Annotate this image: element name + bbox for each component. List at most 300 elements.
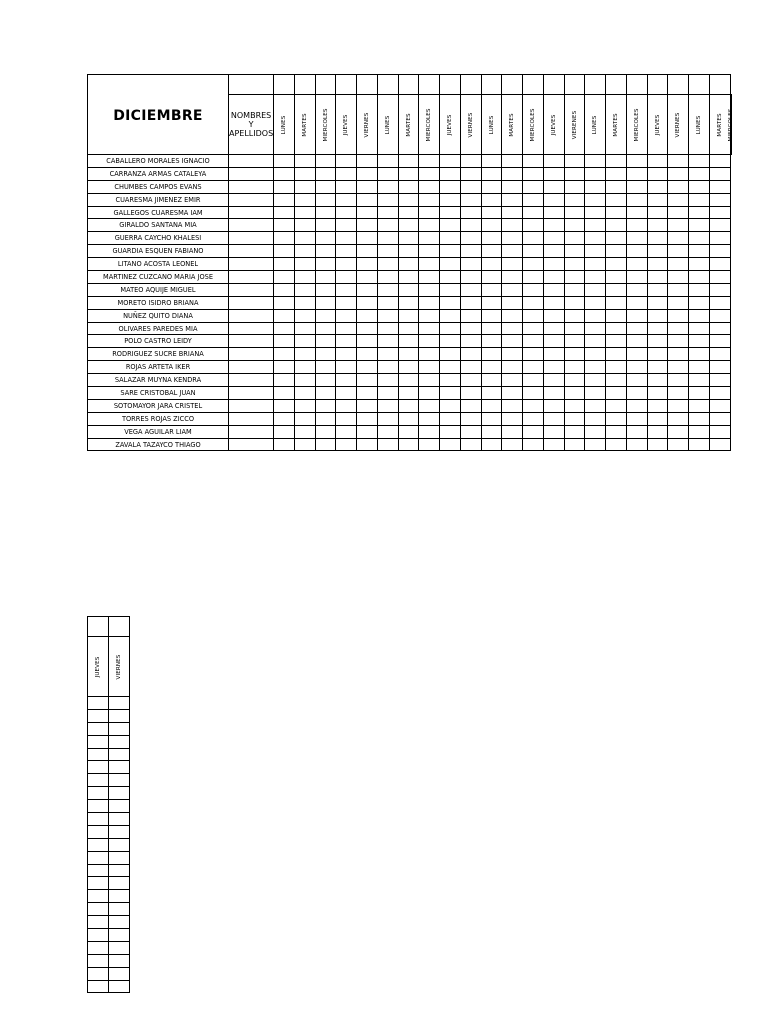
attendance-cell[interactable] bbox=[315, 193, 336, 206]
attendance-cell[interactable] bbox=[274, 335, 295, 348]
attendance-cell[interactable] bbox=[336, 219, 357, 232]
attendance-cell[interactable] bbox=[689, 258, 710, 271]
attendance-cell[interactable] bbox=[585, 180, 606, 193]
attendance-cell[interactable] bbox=[564, 258, 585, 271]
attendance-cell[interactable] bbox=[109, 967, 130, 980]
attendance-cell[interactable] bbox=[419, 361, 440, 374]
attendance-cell[interactable] bbox=[543, 348, 564, 361]
attendance-cell[interactable] bbox=[419, 245, 440, 258]
attendance-cell[interactable] bbox=[502, 335, 523, 348]
attendance-cell[interactable] bbox=[523, 438, 544, 451]
attendance-cell[interactable] bbox=[357, 335, 378, 348]
attendance-cell[interactable] bbox=[502, 219, 523, 232]
attendance-cell[interactable] bbox=[229, 167, 274, 180]
attendance-cell[interactable] bbox=[88, 800, 109, 813]
attendance-cell[interactable] bbox=[229, 258, 274, 271]
attendance-cell[interactable] bbox=[585, 193, 606, 206]
attendance-cell[interactable] bbox=[709, 219, 730, 232]
attendance-cell[interactable] bbox=[481, 155, 502, 168]
attendance-cell[interactable] bbox=[109, 709, 130, 722]
attendance-cell[interactable] bbox=[315, 387, 336, 400]
attendance-cell[interactable] bbox=[647, 219, 668, 232]
attendance-cell[interactable] bbox=[398, 245, 419, 258]
attendance-cell[interactable] bbox=[481, 180, 502, 193]
attendance-cell[interactable] bbox=[315, 258, 336, 271]
attendance-cell[interactable] bbox=[229, 180, 274, 193]
attendance-cell[interactable] bbox=[440, 258, 461, 271]
attendance-cell[interactable] bbox=[109, 800, 130, 813]
attendance-cell[interactable] bbox=[668, 245, 689, 258]
attendance-cell[interactable] bbox=[357, 245, 378, 258]
attendance-cell[interactable] bbox=[336, 206, 357, 219]
attendance-cell[interactable] bbox=[606, 219, 627, 232]
attendance-cell[interactable] bbox=[377, 258, 398, 271]
attendance-cell[interactable] bbox=[336, 296, 357, 309]
attendance-cell[interactable] bbox=[689, 232, 710, 245]
attendance-cell[interactable] bbox=[668, 271, 689, 284]
attendance-cell[interactable] bbox=[626, 167, 647, 180]
attendance-cell[interactable] bbox=[523, 283, 544, 296]
attendance-cell[interactable] bbox=[585, 412, 606, 425]
attendance-cell[interactable] bbox=[689, 167, 710, 180]
attendance-cell[interactable] bbox=[229, 361, 274, 374]
attendance-cell[interactable] bbox=[398, 309, 419, 322]
attendance-cell[interactable] bbox=[585, 322, 606, 335]
attendance-cell[interactable] bbox=[543, 438, 564, 451]
attendance-cell[interactable] bbox=[689, 193, 710, 206]
attendance-cell[interactable] bbox=[357, 271, 378, 284]
attendance-cell[interactable] bbox=[564, 271, 585, 284]
attendance-cell[interactable] bbox=[523, 258, 544, 271]
attendance-cell[interactable] bbox=[88, 851, 109, 864]
attendance-cell[interactable] bbox=[229, 412, 274, 425]
attendance-cell[interactable] bbox=[398, 258, 419, 271]
attendance-cell[interactable] bbox=[668, 155, 689, 168]
attendance-cell[interactable] bbox=[502, 309, 523, 322]
attendance-cell[interactable] bbox=[668, 232, 689, 245]
attendance-cell[interactable] bbox=[523, 180, 544, 193]
attendance-cell[interactable] bbox=[109, 748, 130, 761]
attendance-cell[interactable] bbox=[109, 735, 130, 748]
attendance-cell[interactable] bbox=[377, 283, 398, 296]
attendance-cell[interactable] bbox=[460, 374, 481, 387]
attendance-cell[interactable] bbox=[709, 167, 730, 180]
attendance-cell[interactable] bbox=[647, 271, 668, 284]
attendance-cell[interactable] bbox=[668, 438, 689, 451]
attendance-cell[interactable] bbox=[398, 283, 419, 296]
attendance-cell[interactable] bbox=[585, 206, 606, 219]
attendance-cell[interactable] bbox=[689, 206, 710, 219]
attendance-cell[interactable] bbox=[294, 361, 315, 374]
attendance-cell[interactable] bbox=[564, 232, 585, 245]
attendance-cell[interactable] bbox=[647, 232, 668, 245]
attendance-cell[interactable] bbox=[647, 167, 668, 180]
attendance-cell[interactable] bbox=[419, 180, 440, 193]
attendance-cell[interactable] bbox=[274, 322, 295, 335]
attendance-cell[interactable] bbox=[523, 322, 544, 335]
attendance-cell[interactable] bbox=[668, 387, 689, 400]
attendance-cell[interactable] bbox=[668, 412, 689, 425]
attendance-cell[interactable] bbox=[315, 219, 336, 232]
attendance-cell[interactable] bbox=[274, 374, 295, 387]
attendance-cell[interactable] bbox=[294, 296, 315, 309]
attendance-cell[interactable] bbox=[543, 155, 564, 168]
attendance-cell[interactable] bbox=[460, 271, 481, 284]
attendance-cell[interactable] bbox=[502, 271, 523, 284]
attendance-cell[interactable] bbox=[481, 271, 502, 284]
attendance-cell[interactable] bbox=[440, 180, 461, 193]
attendance-cell[interactable] bbox=[229, 219, 274, 232]
attendance-cell[interactable] bbox=[460, 335, 481, 348]
attendance-cell[interactable] bbox=[481, 206, 502, 219]
attendance-cell[interactable] bbox=[626, 206, 647, 219]
attendance-cell[interactable] bbox=[336, 167, 357, 180]
attendance-cell[interactable] bbox=[585, 425, 606, 438]
attendance-cell[interactable] bbox=[460, 296, 481, 309]
attendance-cell[interactable] bbox=[668, 180, 689, 193]
attendance-cell[interactable] bbox=[606, 335, 627, 348]
attendance-cell[interactable] bbox=[606, 155, 627, 168]
attendance-cell[interactable] bbox=[460, 219, 481, 232]
attendance-cell[interactable] bbox=[294, 399, 315, 412]
attendance-cell[interactable] bbox=[88, 697, 109, 710]
attendance-cell[interactable] bbox=[398, 206, 419, 219]
attendance-cell[interactable] bbox=[88, 864, 109, 877]
attendance-cell[interactable] bbox=[419, 309, 440, 322]
attendance-cell[interactable] bbox=[315, 412, 336, 425]
attendance-cell[interactable] bbox=[294, 387, 315, 400]
attendance-cell[interactable] bbox=[377, 399, 398, 412]
attendance-cell[interactable] bbox=[709, 232, 730, 245]
attendance-cell[interactable] bbox=[315, 425, 336, 438]
attendance-cell[interactable] bbox=[419, 155, 440, 168]
attendance-cell[interactable] bbox=[502, 283, 523, 296]
attendance-cell[interactable] bbox=[709, 438, 730, 451]
attendance-cell[interactable] bbox=[274, 412, 295, 425]
attendance-cell[interactable] bbox=[709, 206, 730, 219]
attendance-cell[interactable] bbox=[109, 916, 130, 929]
attendance-cell[interactable] bbox=[88, 877, 109, 890]
attendance-cell[interactable] bbox=[336, 271, 357, 284]
attendance-cell[interactable] bbox=[564, 309, 585, 322]
attendance-cell[interactable] bbox=[460, 412, 481, 425]
attendance-cell[interactable] bbox=[543, 193, 564, 206]
attendance-cell[interactable] bbox=[585, 219, 606, 232]
attendance-cell[interactable] bbox=[109, 877, 130, 890]
attendance-cell[interactable] bbox=[502, 167, 523, 180]
attendance-cell[interactable] bbox=[606, 283, 627, 296]
attendance-cell[interactable] bbox=[315, 167, 336, 180]
attendance-cell[interactable] bbox=[88, 941, 109, 954]
attendance-cell[interactable] bbox=[668, 219, 689, 232]
attendance-cell[interactable] bbox=[274, 348, 295, 361]
attendance-cell[interactable] bbox=[109, 929, 130, 942]
attendance-cell[interactable] bbox=[585, 155, 606, 168]
attendance-cell[interactable] bbox=[336, 232, 357, 245]
attendance-cell[interactable] bbox=[606, 322, 627, 335]
attendance-cell[interactable] bbox=[585, 245, 606, 258]
attendance-cell[interactable] bbox=[481, 219, 502, 232]
attendance-cell[interactable] bbox=[606, 193, 627, 206]
attendance-cell[interactable] bbox=[523, 348, 544, 361]
attendance-cell[interactable] bbox=[294, 258, 315, 271]
attendance-cell[interactable] bbox=[647, 296, 668, 309]
attendance-cell[interactable] bbox=[377, 167, 398, 180]
attendance-cell[interactable] bbox=[689, 271, 710, 284]
attendance-cell[interactable] bbox=[585, 348, 606, 361]
attendance-cell[interactable] bbox=[647, 283, 668, 296]
attendance-cell[interactable] bbox=[274, 296, 295, 309]
attendance-cell[interactable] bbox=[88, 709, 109, 722]
attendance-cell[interactable] bbox=[377, 155, 398, 168]
attendance-cell[interactable] bbox=[336, 180, 357, 193]
attendance-cell[interactable] bbox=[357, 361, 378, 374]
attendance-cell[interactable] bbox=[274, 193, 295, 206]
attendance-cell[interactable] bbox=[647, 206, 668, 219]
attendance-cell[interactable] bbox=[88, 735, 109, 748]
attendance-cell[interactable] bbox=[315, 271, 336, 284]
attendance-cell[interactable] bbox=[315, 155, 336, 168]
attendance-cell[interactable] bbox=[398, 399, 419, 412]
attendance-cell[interactable] bbox=[88, 761, 109, 774]
attendance-cell[interactable] bbox=[109, 838, 130, 851]
attendance-cell[interactable] bbox=[626, 296, 647, 309]
attendance-cell[interactable] bbox=[109, 954, 130, 967]
attendance-cell[interactable] bbox=[274, 399, 295, 412]
attendance-cell[interactable] bbox=[88, 722, 109, 735]
attendance-cell[interactable] bbox=[398, 322, 419, 335]
attendance-cell[interactable] bbox=[377, 206, 398, 219]
attendance-cell[interactable] bbox=[564, 193, 585, 206]
attendance-cell[interactable] bbox=[109, 890, 130, 903]
attendance-cell[interactable] bbox=[585, 271, 606, 284]
attendance-cell[interactable] bbox=[689, 245, 710, 258]
attendance-cell[interactable] bbox=[357, 412, 378, 425]
attendance-cell[interactable] bbox=[668, 206, 689, 219]
attendance-cell[interactable] bbox=[606, 271, 627, 284]
attendance-cell[interactable] bbox=[315, 232, 336, 245]
attendance-cell[interactable] bbox=[88, 980, 109, 993]
attendance-cell[interactable] bbox=[440, 167, 461, 180]
attendance-cell[interactable] bbox=[315, 180, 336, 193]
attendance-cell[interactable] bbox=[585, 167, 606, 180]
attendance-cell[interactable] bbox=[564, 206, 585, 219]
attendance-cell[interactable] bbox=[626, 374, 647, 387]
attendance-cell[interactable] bbox=[689, 348, 710, 361]
attendance-cell[interactable] bbox=[668, 258, 689, 271]
attendance-cell[interactable] bbox=[419, 322, 440, 335]
attendance-cell[interactable] bbox=[564, 180, 585, 193]
attendance-cell[interactable] bbox=[626, 335, 647, 348]
attendance-cell[interactable] bbox=[626, 361, 647, 374]
attendance-cell[interactable] bbox=[564, 283, 585, 296]
attendance-cell[interactable] bbox=[647, 412, 668, 425]
attendance-cell[interactable] bbox=[626, 245, 647, 258]
attendance-cell[interactable] bbox=[398, 155, 419, 168]
attendance-cell[interactable] bbox=[523, 245, 544, 258]
attendance-cell[interactable] bbox=[440, 348, 461, 361]
attendance-cell[interactable] bbox=[336, 193, 357, 206]
attendance-cell[interactable] bbox=[502, 374, 523, 387]
attendance-cell[interactable] bbox=[440, 374, 461, 387]
attendance-cell[interactable] bbox=[440, 425, 461, 438]
attendance-cell[interactable] bbox=[229, 155, 274, 168]
attendance-cell[interactable] bbox=[585, 438, 606, 451]
attendance-cell[interactable] bbox=[564, 335, 585, 348]
attendance-cell[interactable] bbox=[440, 309, 461, 322]
attendance-cell[interactable] bbox=[689, 219, 710, 232]
attendance-cell[interactable] bbox=[709, 322, 730, 335]
attendance-cell[interactable] bbox=[377, 322, 398, 335]
attendance-cell[interactable] bbox=[229, 348, 274, 361]
attendance-cell[interactable] bbox=[647, 309, 668, 322]
attendance-cell[interactable] bbox=[689, 180, 710, 193]
attendance-cell[interactable] bbox=[564, 245, 585, 258]
attendance-cell[interactable] bbox=[523, 387, 544, 400]
attendance-cell[interactable] bbox=[294, 425, 315, 438]
attendance-cell[interactable] bbox=[229, 232, 274, 245]
attendance-cell[interactable] bbox=[709, 155, 730, 168]
attendance-cell[interactable] bbox=[606, 399, 627, 412]
attendance-cell[interactable] bbox=[377, 374, 398, 387]
attendance-cell[interactable] bbox=[689, 361, 710, 374]
attendance-cell[interactable] bbox=[460, 258, 481, 271]
attendance-cell[interactable] bbox=[543, 232, 564, 245]
attendance-cell[interactable] bbox=[709, 335, 730, 348]
attendance-cell[interactable] bbox=[274, 438, 295, 451]
attendance-cell[interactable] bbox=[481, 232, 502, 245]
attendance-cell[interactable] bbox=[523, 425, 544, 438]
attendance-cell[interactable] bbox=[274, 425, 295, 438]
attendance-cell[interactable] bbox=[274, 387, 295, 400]
attendance-cell[interactable] bbox=[543, 296, 564, 309]
attendance-cell[interactable] bbox=[626, 258, 647, 271]
attendance-cell[interactable] bbox=[523, 335, 544, 348]
attendance-cell[interactable] bbox=[229, 309, 274, 322]
attendance-cell[interactable] bbox=[460, 245, 481, 258]
attendance-cell[interactable] bbox=[647, 348, 668, 361]
attendance-cell[interactable] bbox=[294, 245, 315, 258]
attendance-cell[interactable] bbox=[398, 361, 419, 374]
attendance-cell[interactable] bbox=[88, 916, 109, 929]
attendance-cell[interactable] bbox=[606, 245, 627, 258]
attendance-cell[interactable] bbox=[606, 438, 627, 451]
attendance-cell[interactable] bbox=[606, 412, 627, 425]
attendance-cell[interactable] bbox=[419, 438, 440, 451]
attendance-cell[interactable] bbox=[564, 399, 585, 412]
attendance-cell[interactable] bbox=[419, 219, 440, 232]
attendance-cell[interactable] bbox=[543, 219, 564, 232]
attendance-cell[interactable] bbox=[274, 155, 295, 168]
attendance-cell[interactable] bbox=[315, 322, 336, 335]
attendance-cell[interactable] bbox=[419, 193, 440, 206]
attendance-cell[interactable] bbox=[460, 232, 481, 245]
attendance-cell[interactable] bbox=[274, 245, 295, 258]
attendance-cell[interactable] bbox=[274, 361, 295, 374]
attendance-cell[interactable] bbox=[336, 309, 357, 322]
attendance-cell[interactable] bbox=[398, 296, 419, 309]
attendance-cell[interactable] bbox=[523, 309, 544, 322]
attendance-cell[interactable] bbox=[647, 399, 668, 412]
attendance-cell[interactable] bbox=[502, 180, 523, 193]
attendance-cell[interactable] bbox=[481, 335, 502, 348]
attendance-cell[interactable] bbox=[109, 825, 130, 838]
attendance-cell[interactable] bbox=[88, 787, 109, 800]
attendance-cell[interactable] bbox=[481, 258, 502, 271]
attendance-cell[interactable] bbox=[440, 245, 461, 258]
attendance-cell[interactable] bbox=[274, 258, 295, 271]
attendance-cell[interactable] bbox=[606, 361, 627, 374]
attendance-cell[interactable] bbox=[502, 387, 523, 400]
attendance-cell[interactable] bbox=[294, 348, 315, 361]
attendance-cell[interactable] bbox=[419, 335, 440, 348]
attendance-cell[interactable] bbox=[502, 412, 523, 425]
attendance-cell[interactable] bbox=[398, 193, 419, 206]
attendance-cell[interactable] bbox=[398, 348, 419, 361]
attendance-cell[interactable] bbox=[357, 155, 378, 168]
attendance-cell[interactable] bbox=[606, 348, 627, 361]
attendance-cell[interactable] bbox=[315, 245, 336, 258]
attendance-cell[interactable] bbox=[647, 374, 668, 387]
attendance-cell[interactable] bbox=[294, 219, 315, 232]
attendance-cell[interactable] bbox=[668, 335, 689, 348]
attendance-cell[interactable] bbox=[543, 425, 564, 438]
attendance-cell[interactable] bbox=[419, 412, 440, 425]
attendance-cell[interactable] bbox=[357, 399, 378, 412]
attendance-cell[interactable] bbox=[274, 283, 295, 296]
attendance-cell[interactable] bbox=[315, 335, 336, 348]
attendance-cell[interactable] bbox=[315, 296, 336, 309]
attendance-cell[interactable] bbox=[294, 193, 315, 206]
attendance-cell[interactable] bbox=[564, 155, 585, 168]
attendance-cell[interactable] bbox=[689, 412, 710, 425]
attendance-cell[interactable] bbox=[357, 322, 378, 335]
attendance-cell[interactable] bbox=[377, 180, 398, 193]
attendance-cell[interactable] bbox=[377, 335, 398, 348]
attendance-cell[interactable] bbox=[315, 283, 336, 296]
attendance-cell[interactable] bbox=[357, 180, 378, 193]
attendance-cell[interactable] bbox=[398, 271, 419, 284]
attendance-cell[interactable] bbox=[689, 155, 710, 168]
attendance-cell[interactable] bbox=[377, 271, 398, 284]
attendance-cell[interactable] bbox=[109, 787, 130, 800]
attendance-cell[interactable] bbox=[543, 271, 564, 284]
attendance-cell[interactable] bbox=[315, 206, 336, 219]
attendance-cell[interactable] bbox=[419, 425, 440, 438]
attendance-cell[interactable] bbox=[543, 180, 564, 193]
attendance-cell[interactable] bbox=[606, 374, 627, 387]
attendance-cell[interactable] bbox=[606, 296, 627, 309]
attendance-cell[interactable] bbox=[585, 232, 606, 245]
attendance-cell[interactable] bbox=[377, 438, 398, 451]
attendance-cell[interactable] bbox=[357, 438, 378, 451]
attendance-cell[interactable] bbox=[229, 374, 274, 387]
attendance-cell[interactable] bbox=[357, 167, 378, 180]
attendance-cell[interactable] bbox=[440, 193, 461, 206]
attendance-cell[interactable] bbox=[357, 374, 378, 387]
attendance-cell[interactable] bbox=[709, 193, 730, 206]
attendance-cell[interactable] bbox=[564, 348, 585, 361]
attendance-cell[interactable] bbox=[229, 322, 274, 335]
attendance-cell[interactable] bbox=[709, 258, 730, 271]
attendance-cell[interactable] bbox=[626, 155, 647, 168]
attendance-cell[interactable] bbox=[336, 361, 357, 374]
attendance-cell[interactable] bbox=[689, 438, 710, 451]
attendance-cell[interactable] bbox=[668, 361, 689, 374]
attendance-cell[interactable] bbox=[229, 399, 274, 412]
attendance-cell[interactable] bbox=[481, 412, 502, 425]
attendance-cell[interactable] bbox=[440, 335, 461, 348]
